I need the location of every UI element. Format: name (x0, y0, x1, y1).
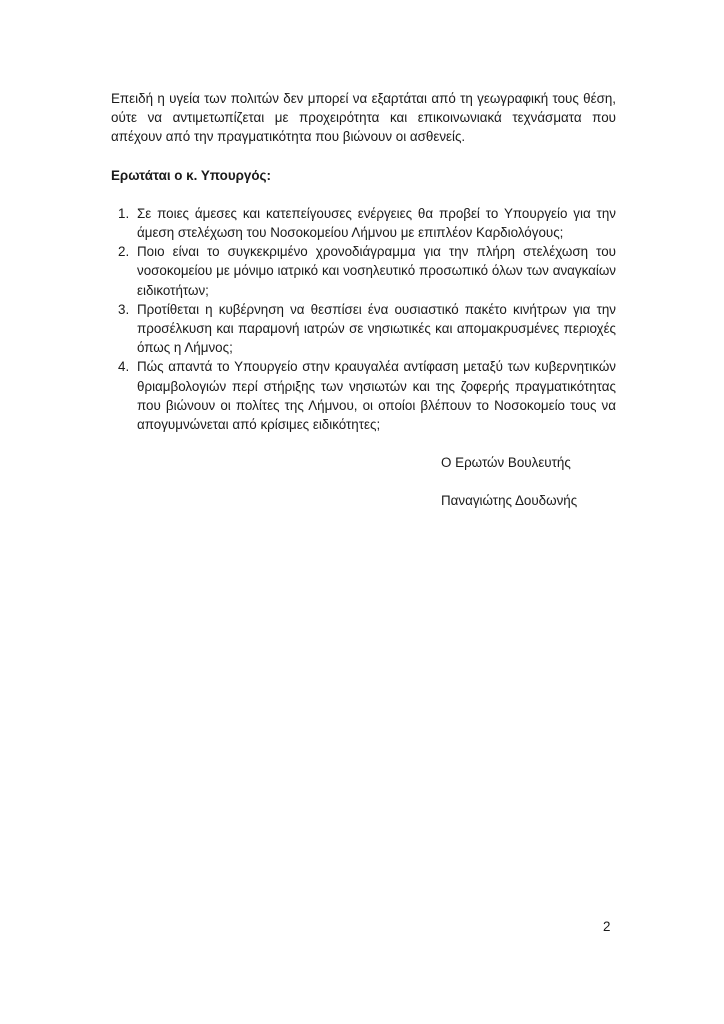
question-text: Προτίθεται η κυβέρνηση να θεσπίσει ένα ουσιαστικό πακέτο κινήτρων για την προσέλκυση και παραμονή ιατρών σε νησιωτικές και απομακρυσμένες περιοχές όπως η Λήμνος; (137, 301, 616, 356)
signature-title: Ο Ερωτών Βουλευτής (441, 455, 571, 471)
signature-name: Παναγιώτης Δουδωνής (441, 493, 578, 509)
question-number: 2. (118, 244, 130, 260)
page-number: 2 (603, 919, 611, 934)
question-number: 3. (118, 301, 130, 317)
question-text: Σε ποιες άμεσες και κατεπείγουσες ενέργειες θα προβεί το Υπουργείο για την άμεση στελέχωση του Νοσοκομείου Λήμνου με επιπλέον Καρδιολόγους; (137, 205, 616, 241)
question-number: 1. (118, 205, 130, 221)
question-text: Ποιο είναι το συγκεκριμένο χρονοδιάγραμμα για την πλήρη στελέχωση του νοσοκομείου με μόνιμο ιατρικό και νοσηλευτικό προσωπικό όλων των αναγκαίων ειδικοτήτων; (137, 244, 616, 298)
question-text: Πώς απαντά το Υπουργείο στην κραυγαλέα αντίφαση μεταξύ των κυβερνητικών θριαμβολογιών περί στήριξης των νησιωτών και της ζοφερής πραγματικότητας που βιώνουν οι πολίτες της Λήμνου, οι οποίοι βλέπουν το Νοσοκομείο τους να απογυμνώνεται από κρίσιμες ειδικότητες; (137, 359, 616, 433)
question-item (118, 242, 616, 300)
questions-heading: Ερωτάται ο κ. Υπουργός: (111, 167, 271, 183)
question-item (118, 300, 616, 358)
question-number: 4. (118, 359, 130, 375)
question-item (118, 357, 616, 434)
document-page (111, 89, 616, 511)
intro-paragraph: Επειδή η υγεία των πολιτών δεν μπορεί να εξαρτάται από τη γεωγραφική τους θέση, ούτε να αντιμετωπίζεται με προχειρότητα και επικοινωνιακά τεχνάσματα που απέχουν από την πραγματικότητα που βιώνουν οι ασθενείς. (111, 91, 616, 145)
questions-list (111, 204, 616, 434)
question-item (118, 204, 616, 242)
signature-block (111, 453, 616, 510)
